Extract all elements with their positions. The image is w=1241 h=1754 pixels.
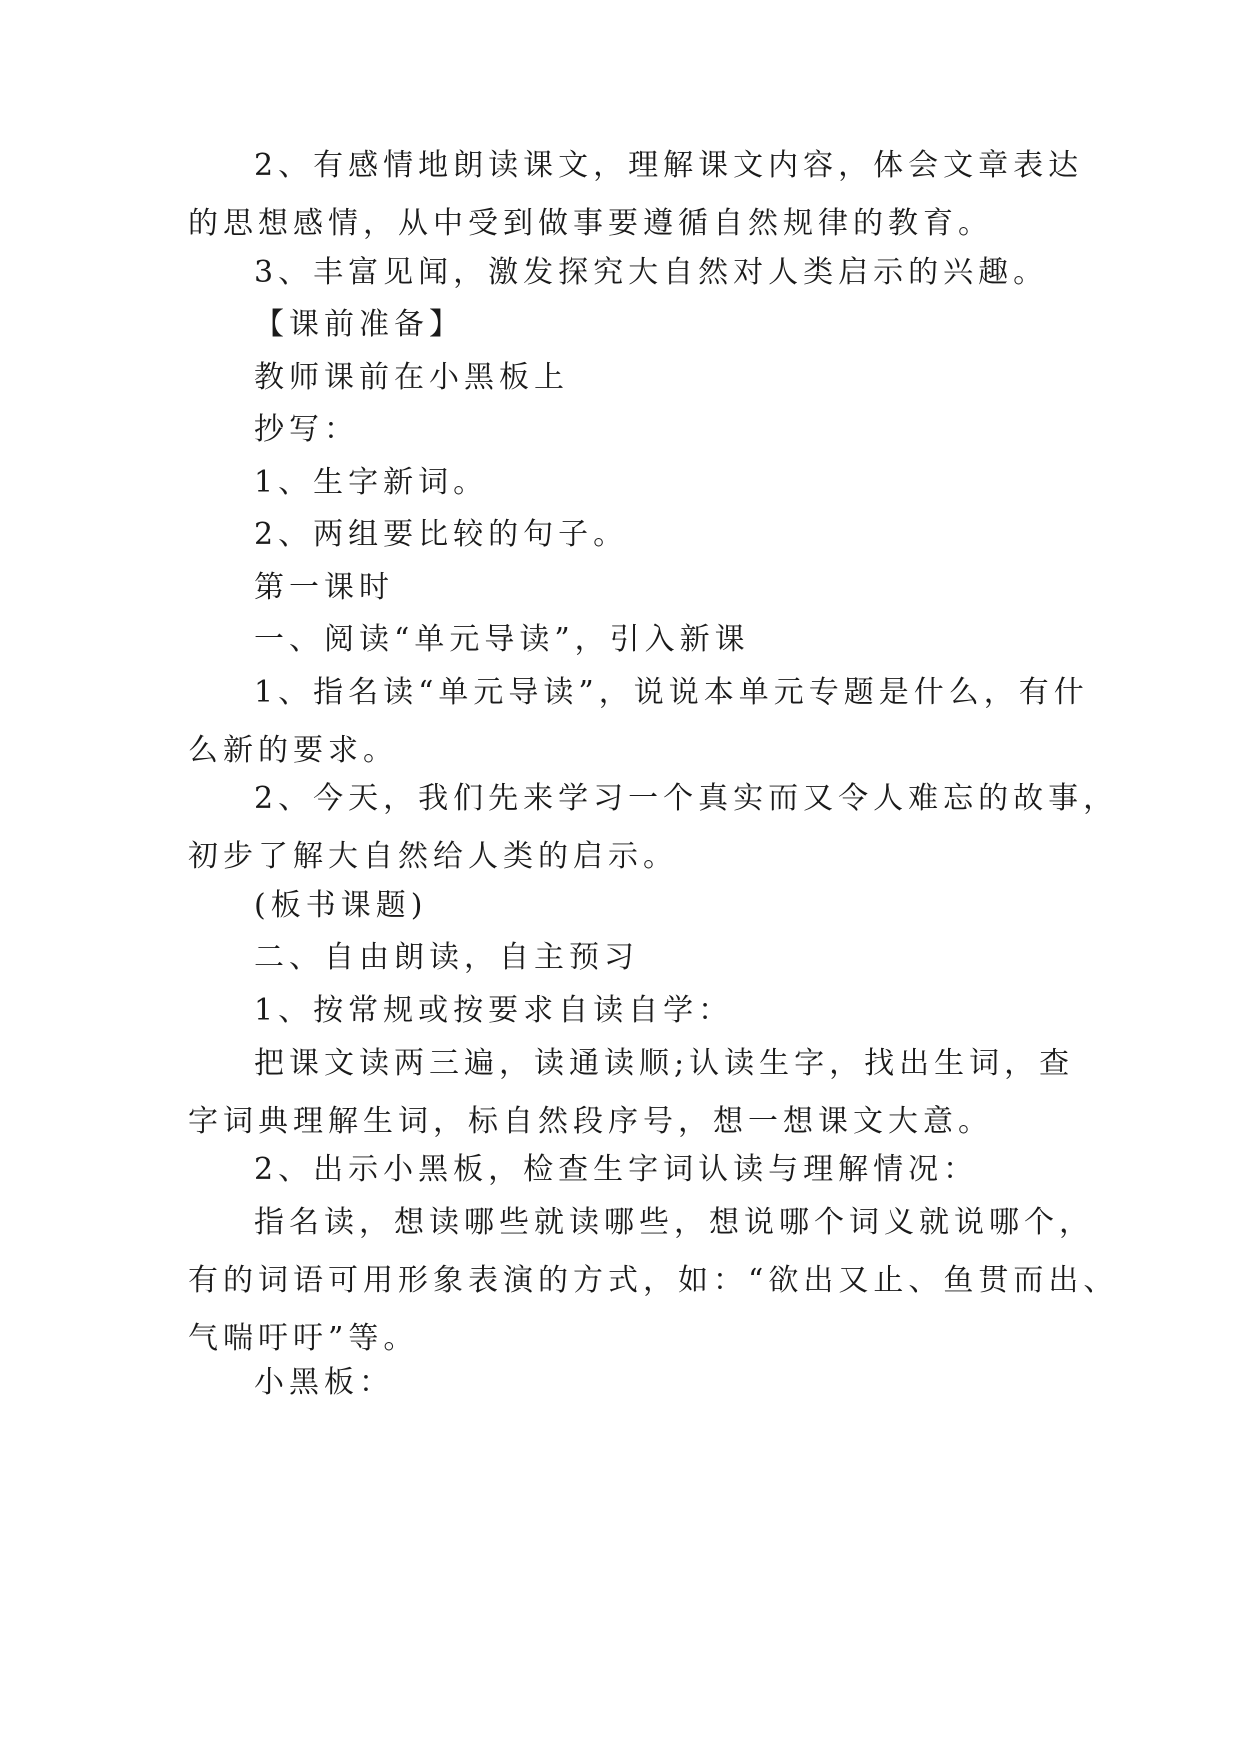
section-heading-preparation [188,296,1068,354]
text-line: 二、自由朗读，自主预习 [254,940,639,975]
paragraph-item-1 [188,454,1068,512]
text-line: 字词典理解生词，标自然段序号，想一想课文大意。 [188,1104,993,1139]
text-line: 2、两组要比较的句子。 [254,517,629,552]
paragraph-copy [188,401,1068,459]
text-line: 的思想感情，从中受到做事要遵循自然规律的教育。 [188,206,993,241]
text-line: 指名读，想读哪些就读哪些，想说哪个词义就说哪个， [254,1205,1094,1240]
paragraph-goal-2 [188,137,1084,253]
text-line: 3、丰富见闻，激发探究大自然对人类启示的兴趣。 [254,255,1049,290]
paragraph-read-text [188,1035,1075,1151]
text-line: 抄写： [254,412,359,447]
text-line: 【课前准备】 [254,307,464,342]
paragraph-read-aloud [188,1194,1119,1368]
paragraph-show-board [188,1141,1068,1199]
paragraph-today [188,770,1119,886]
text-line: 小黑板： [254,1365,394,1400]
paragraph-unit-guide [188,664,1089,780]
paragraph-self-study [188,982,1068,1040]
paragraph-board-title [188,877,1068,935]
text-line: 气喘吁吁”等。 [188,1321,419,1356]
text-line: 1、指名读“单元导读”，说说本单元专题是什么，有什 [254,675,1089,710]
paragraph-item-2 [188,506,1068,564]
text-line: 2、出示小黑板，检查生字词认读与理解情况： [254,1152,979,1187]
paragraph-goal-3 [188,244,1068,302]
paragraph-preparation [188,349,1068,407]
text-line: (板书课题) [254,888,428,923]
text-line: 把课文读两三遍，读通读顺;认读生字，找出生词，查 [254,1046,1075,1081]
paragraph-small-board [188,1354,1068,1412]
text-line: 2、今天，我们先来学习一个真实而又令人难忘的故事， [254,781,1119,816]
text-line: 初步了解大自然给人类的启示。 [188,839,678,874]
text-line: 1、按常规或按要求自读自学： [254,993,734,1028]
text-line: 一、阅读“单元导读”，引入新课 [254,622,750,657]
section-heading-first-lesson [188,559,1068,617]
text-line: 么新的要求。 [188,733,398,768]
text-line: 2、有感情地朗读课文，理解课文内容，体会文章表达 [254,148,1084,183]
text-line: 1、生字新词。 [254,465,489,500]
section-heading-free-reading [188,929,1068,987]
text-line: 教师课前在小黑板上 [254,360,569,395]
text-line: 第一课时 [254,570,394,605]
text-line: 有的词语可用形象表演的方式，如：“欲出又止、鱼贯而出、 [188,1263,1119,1298]
section-heading-unit-guide [188,611,1068,669]
